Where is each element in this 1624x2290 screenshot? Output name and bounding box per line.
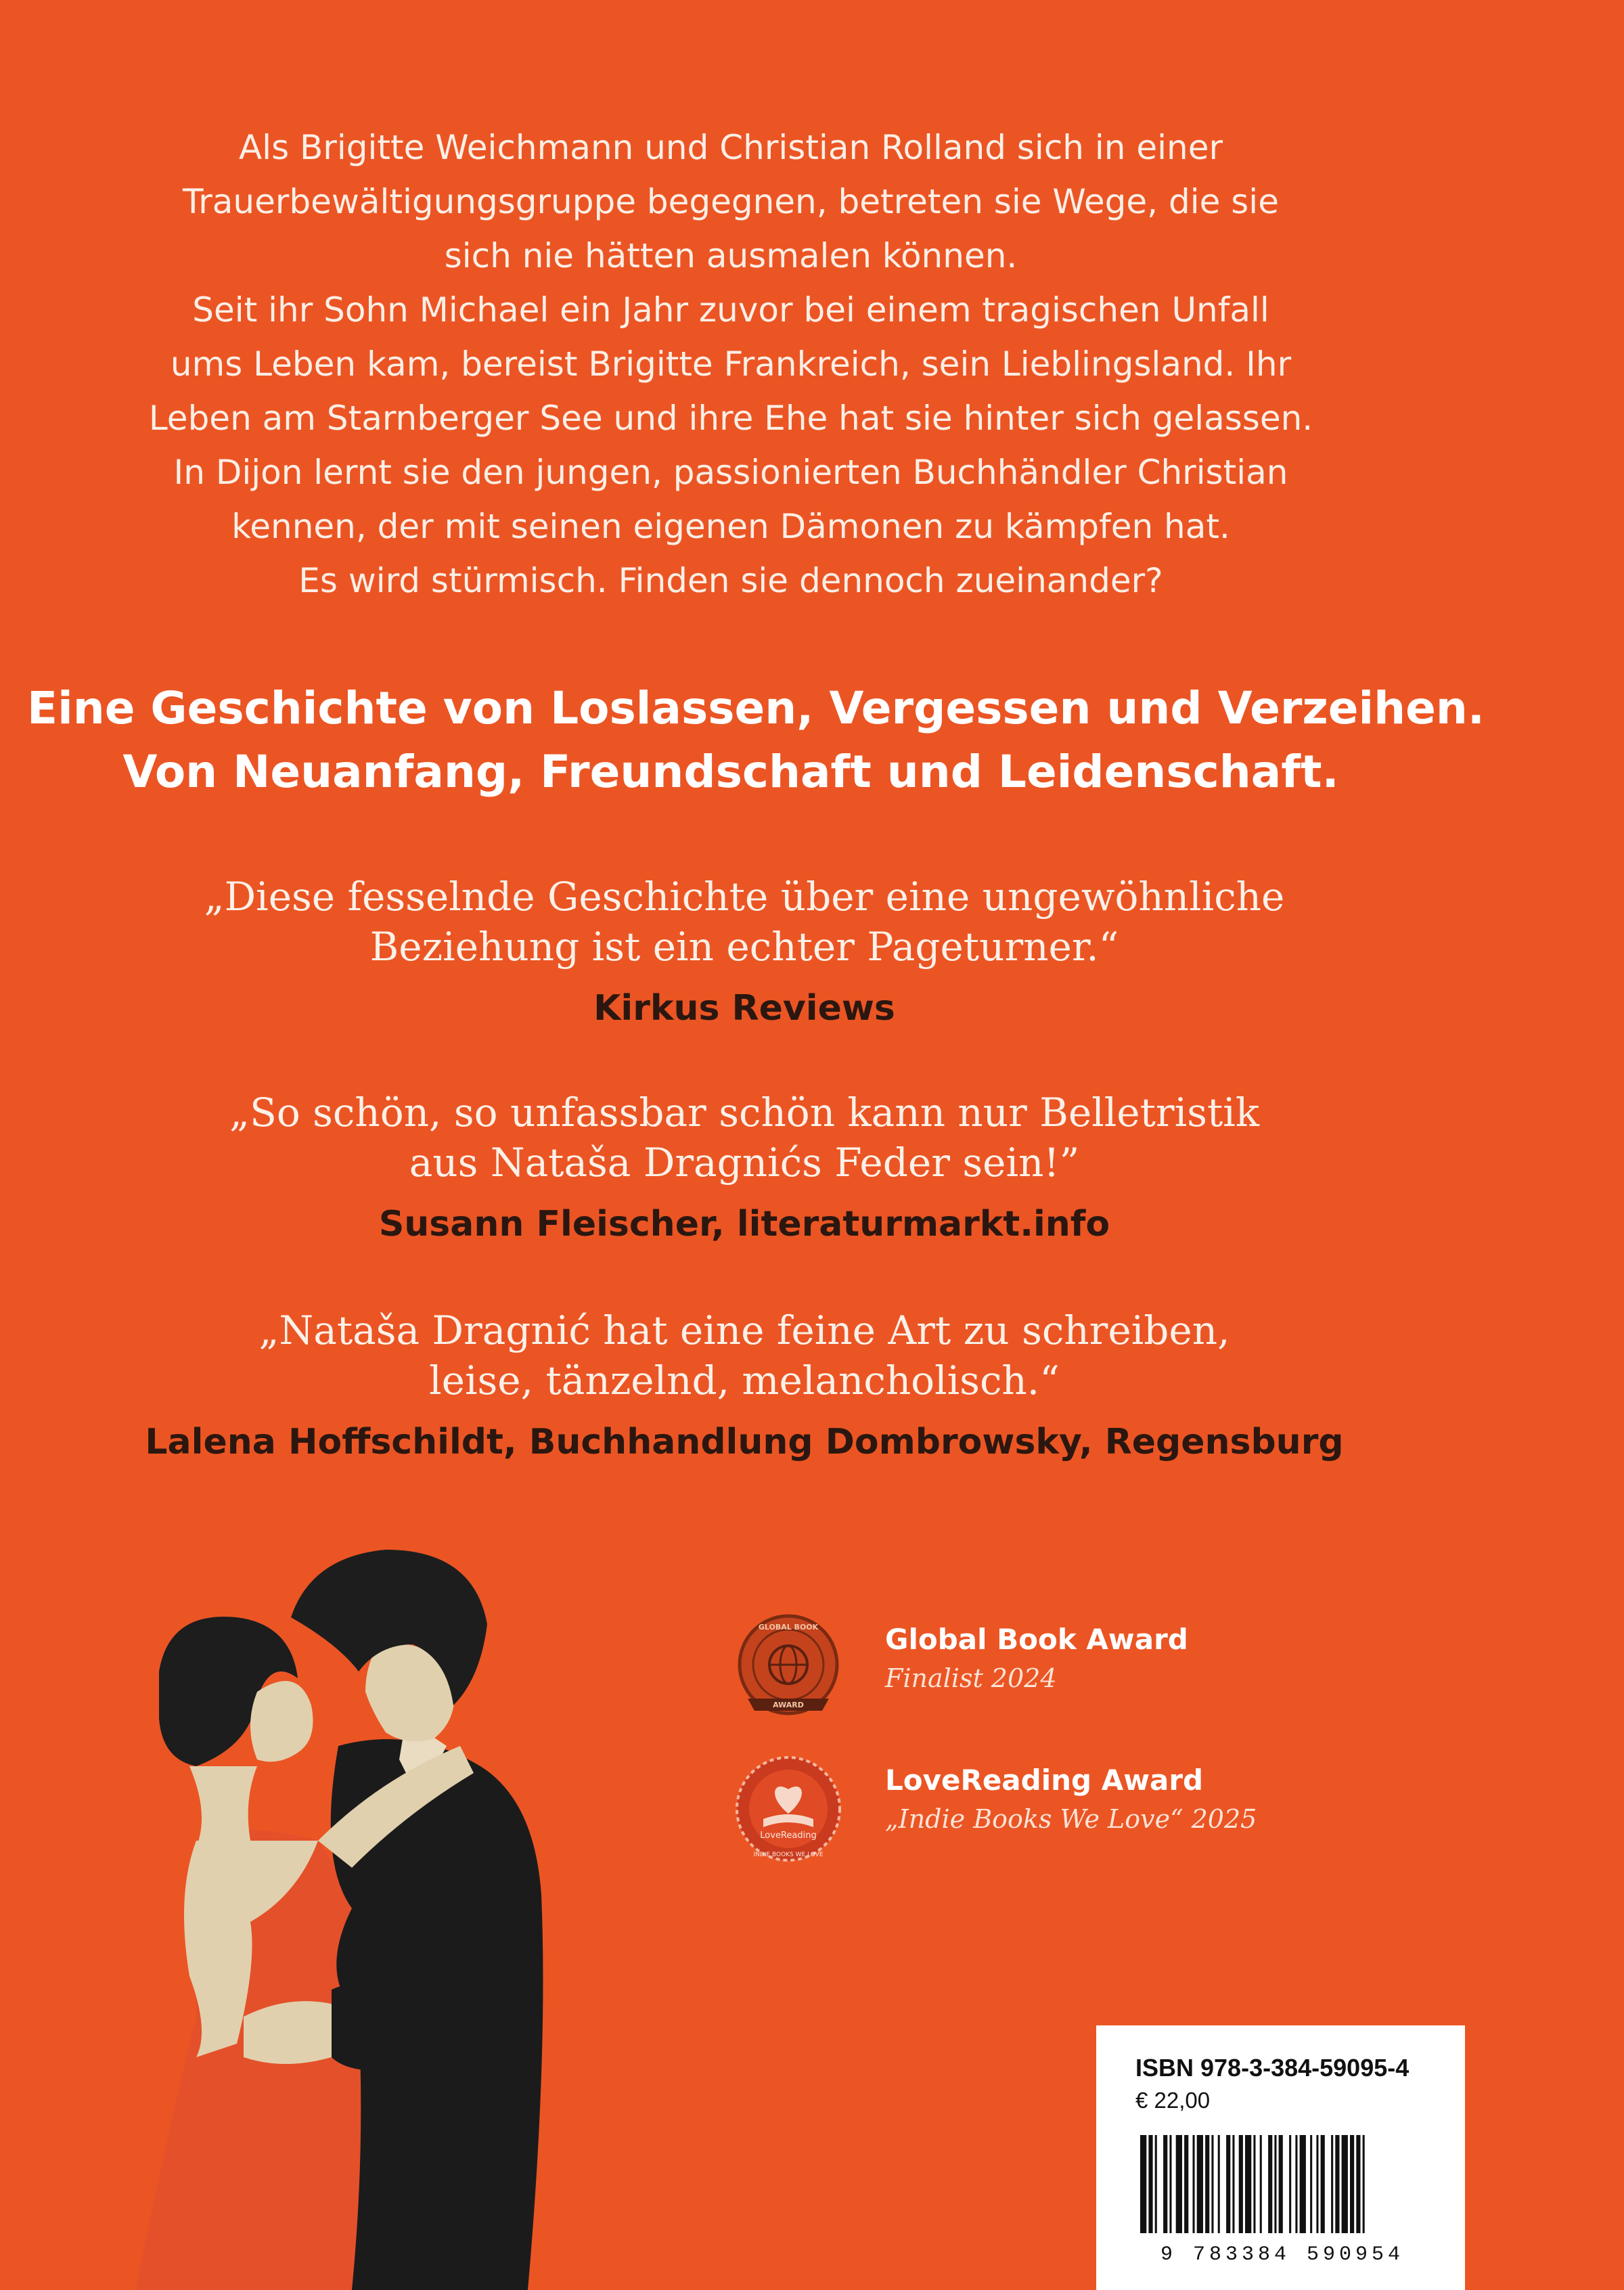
barcode-bar: [1342, 2135, 1348, 2233]
award-global-book: [731, 1611, 1340, 1726]
award-title: Global Book Award: [885, 1623, 1188, 1656]
couple-dancing-illustration: [95, 1543, 650, 2290]
quote-source: Susann Fleischer, literaturmarkt.info: [378, 1204, 1110, 1244]
blurb-line: In Dijon lernt sie den jungen, passionierten Buchhändler Christian: [173, 453, 1288, 492]
badge-text: GLOBAL BOOK: [758, 1623, 819, 1632]
barcode-bar: [1211, 2135, 1213, 2233]
award-subtitle: „Indie Books We Love“ 2025: [885, 1804, 1257, 1834]
barcode-bar: [1253, 2135, 1255, 2233]
quote-line: „So schön, so unfassbar schön kann nur Belletristik: [229, 1090, 1259, 1136]
barcode-bar: [1335, 2135, 1339, 2233]
badge-text: LoveReading: [760, 1831, 817, 1841]
barcode-bars: [1140, 2135, 1365, 2233]
barcode-digits: 9 783384 590954: [1160, 2243, 1405, 2264]
barcode-bar: [1316, 2135, 1318, 2233]
barcode: [1133, 2135, 1431, 2264]
quote-source: Kirkus Reviews: [593, 988, 895, 1029]
review-quote: [68, 1087, 1421, 1246]
barcode-bar: [1310, 2135, 1312, 2233]
blurb-line: Leben am Starnberger See und ihre Ehe hat sie hinter sich gelassen.: [148, 399, 1313, 438]
barcode-bar: [1155, 2135, 1157, 2233]
barcode-bar: [1226, 2135, 1230, 2233]
barcode-bar: [1289, 2135, 1291, 2233]
badge-ring-text: INDIE BOOKS WE LOVE: [753, 1851, 824, 1858]
barcode-bar: [1193, 2135, 1195, 2233]
barcode-bar: [1176, 2135, 1182, 2233]
barcode-bar: [1245, 2135, 1251, 2233]
blurb-line: Trauerbewältigungsgruppe begegnen, betreten sie Wege, die sie: [183, 182, 1279, 221]
barcode-bar: [1268, 2135, 1272, 2233]
barcode-bar: [1363, 2135, 1365, 2233]
blurb: [81, 120, 1380, 608]
tagline: [27, 677, 1485, 804]
barcode-bar: [1232, 2135, 1234, 2233]
review-quote: [68, 1305, 1421, 1464]
quote-line: „Nataša Dragnić hat eine feine Art zu schreiben,: [258, 1307, 1230, 1353]
woman-face: [250, 1681, 313, 1761]
price: € 22,00: [1135, 2088, 1211, 2113]
barcode-bar: [1279, 2135, 1283, 2233]
quote-text: [68, 872, 1421, 972]
blurb-line: Es wird stürmisch. Finden sie dennoch zueinander?: [298, 561, 1163, 600]
award-title: LoveReading Award: [885, 1764, 1204, 1797]
quote-line: aus Nataša Dragnićs Feder sein!”: [409, 1140, 1080, 1186]
barcode-bar: [1148, 2135, 1152, 2233]
globe-seal-icon: [731, 1611, 846, 1726]
badge-text: AWARD: [773, 1701, 804, 1709]
isbn-barcode-box: [1096, 2025, 1465, 2290]
tagline-line: Von Neuanfang, Freundschaft und Leidenschaft.: [122, 746, 1339, 798]
barcode-bar: [1163, 2135, 1167, 2233]
barcode-bar: [1350, 2135, 1354, 2233]
blurb-line: sich nie hätten ausmalen können.: [444, 236, 1018, 275]
barcode-bar: [1239, 2135, 1243, 2233]
quote-text: [68, 1305, 1421, 1406]
quote-line: leise, tänzelnd, melancholisch.“: [429, 1357, 1060, 1404]
barcode-bar: [1184, 2135, 1188, 2233]
barcode-bar: [1274, 2135, 1276, 2233]
barcode-bar: [1140, 2135, 1146, 2233]
blurb-line: Als Brigitte Weichmann und Christian Rolland sich in einer: [238, 128, 1223, 167]
barcode-bar: [1295, 2135, 1297, 2233]
quote-line: Beziehung ist ein echter Pageturner.“: [369, 924, 1119, 970]
woman-neck: [189, 1766, 257, 1847]
barcode-bar: [1260, 2135, 1262, 2233]
barcode-bar: [1300, 2135, 1306, 2233]
barcode-bar: [1321, 2135, 1325, 2233]
barcode-bar: [1197, 2135, 1203, 2233]
barcode-bar: [1218, 2135, 1220, 2233]
barcode-bar: [1169, 2135, 1171, 2233]
heart-book-seal-icon: [731, 1751, 846, 1866]
blurb-line: Seit ihr Sohn Michael ein Jahr zuvor bei einem tragischen Unfall: [192, 290, 1269, 330]
award-subtitle: Finalist 2024: [885, 1663, 1057, 1693]
blurb-line: kennen, der mit seinen eigenen Dämonen zu kämpfen hat.: [231, 507, 1230, 546]
award-lovereading: [731, 1751, 1340, 1866]
barcode-bar: [1356, 2135, 1360, 2233]
quote-line: „Diese fesselnde Geschichte über eine ungewöhnliche: [204, 874, 1285, 920]
barcode-bar: [1205, 2135, 1209, 2233]
quote-text: [68, 1087, 1421, 1188]
barcode-bar: [1331, 2135, 1333, 2233]
quote-source: Lalena Hoffschildt, Buchhandlung Dombrowsky, Regensburg: [145, 1422, 1344, 1462]
blurb-line: ums Leben kam, bereist Brigitte Frankreich, sein Lieblingsland. Ihr: [170, 344, 1292, 384]
tagline-line: Eine Geschichte von Loslassen, Vergessen und Verzeihen.: [27, 682, 1485, 734]
isbn-number: ISBN 978-3-384-59095-4: [1135, 2054, 1409, 2082]
review-quote: [68, 872, 1421, 1030]
